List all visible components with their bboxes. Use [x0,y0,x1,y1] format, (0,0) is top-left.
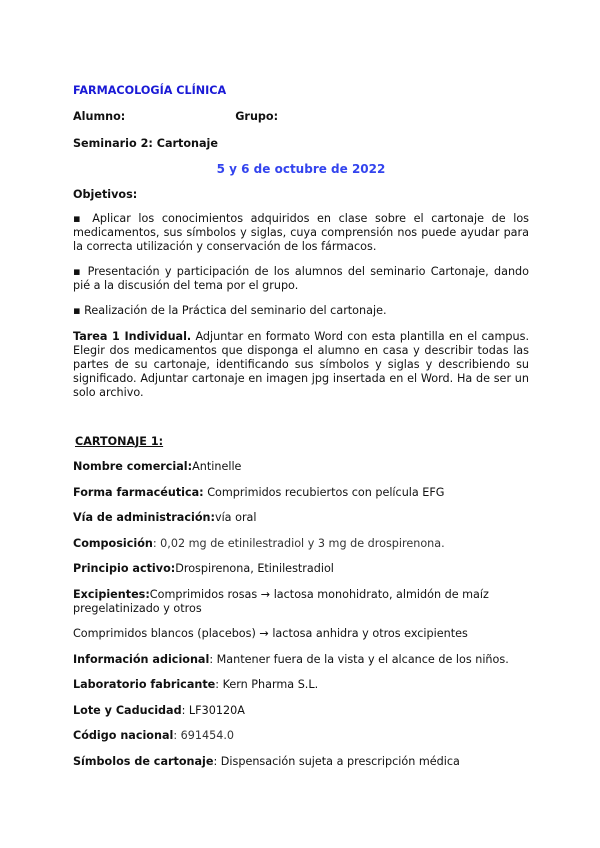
field-value: : 0,02 mg de etinilestradiol y 3 mg de drospirenona. [152,537,445,550]
objective-item-3: ▪ Realización de la Práctica del seminario del cartonaje. [73,304,387,317]
seminar-title: Seminario 2: Cartonaje [73,137,218,150]
objectives-heading: Objetivos: [73,188,138,201]
course-title: FARMACOLOGÍA CLÍNICA [73,84,227,97]
field-simbolos-cartonaje [73,755,529,769]
field-forma-farmaceutica [73,486,529,500]
field-label: Excipientes: [73,588,150,601]
field-principio-activo [73,562,529,576]
field-label: Forma farmacéutica: [73,486,204,499]
student-group-line [73,110,529,124]
field-value: Antinelle [192,460,242,473]
field-value: Drospirenona, Etinilestradiol [175,562,334,575]
field-label: Principio activo: [73,562,176,575]
field-label: Código nacional [73,729,174,742]
field-composicion [73,537,529,551]
field-excipientes [73,588,529,616]
field-value: Comprimidos recubiertos con película EFG [203,486,445,499]
field-value: : 691454.0 [173,729,235,742]
field-value: : Kern Pharma S.L. [215,678,319,691]
field-label: Nombre comercial: [73,460,193,473]
field-value: Comprimidos rosas → lactosa monohidrato, almidón de maíz pregelatinizado y otros [73,588,489,615]
field-label: Símbolos de cartonaje [73,755,214,768]
task-paragraph [73,330,529,400]
grupo-label: Grupo: [235,110,279,123]
field-informacion-adicional [73,653,529,667]
field-value: : LF30120A [181,704,245,717]
objective-item-1: ▪ Aplicar los conocimientos adquiridos en clase sobre el cartonaje de los medicamentos, sus símbolos y siglas, cuya comprensión nos puede ayudar para la correcta utilización y conservación de los fármacos. [73,212,529,253]
field-via-administracion [73,511,529,525]
alumno-label: Alumno: [73,110,126,123]
field-lote-caducidad [73,704,529,718]
field-label: Vía de administración: [73,511,215,524]
field-excipientes-placebo: Comprimidos blancos (placebos) → lactosa anhidra y otros excipientes [73,627,468,640]
field-value: : Dispensación sujeta a prescripción médica [213,755,460,768]
field-label: Laboratorio fabricante [73,678,216,691]
task-label: Tarea 1 Individual. [73,330,192,343]
field-label: Lote y Caducidad [73,704,182,717]
task-text: Adjuntar en formato Word con esta plantilla en el campus. Elegir dos medicamentos que disponga el alumno en casa y describir todas las partes de su cartonaje, identificando sus símbolos y siglas y describiendo su significado. Adjuntar cartonaje en imagen jpg insertada en el Word. Ha de ser un solo archivo. [73,330,530,399]
field-codigo-nacional [73,729,529,743]
field-value: vía oral [214,511,257,524]
objective-item-2: ▪ Presentación y participación de los alumnos del seminario Cartonaje, dando pié a la discusión del tema por el grupo. [73,265,529,292]
field-laboratorio [73,678,529,692]
seminar-date: 5 y 6 de octubre de 2022 [216,162,386,176]
field-value: : Mantener fuera de la vista y el alcance de los niños. [209,653,509,666]
cartonaje-heading: CARTONAJE 1: [75,435,164,448]
field-label: Información adicional [73,653,210,666]
field-label: Composición [73,537,153,550]
field-nombre-comercial [73,460,529,474]
